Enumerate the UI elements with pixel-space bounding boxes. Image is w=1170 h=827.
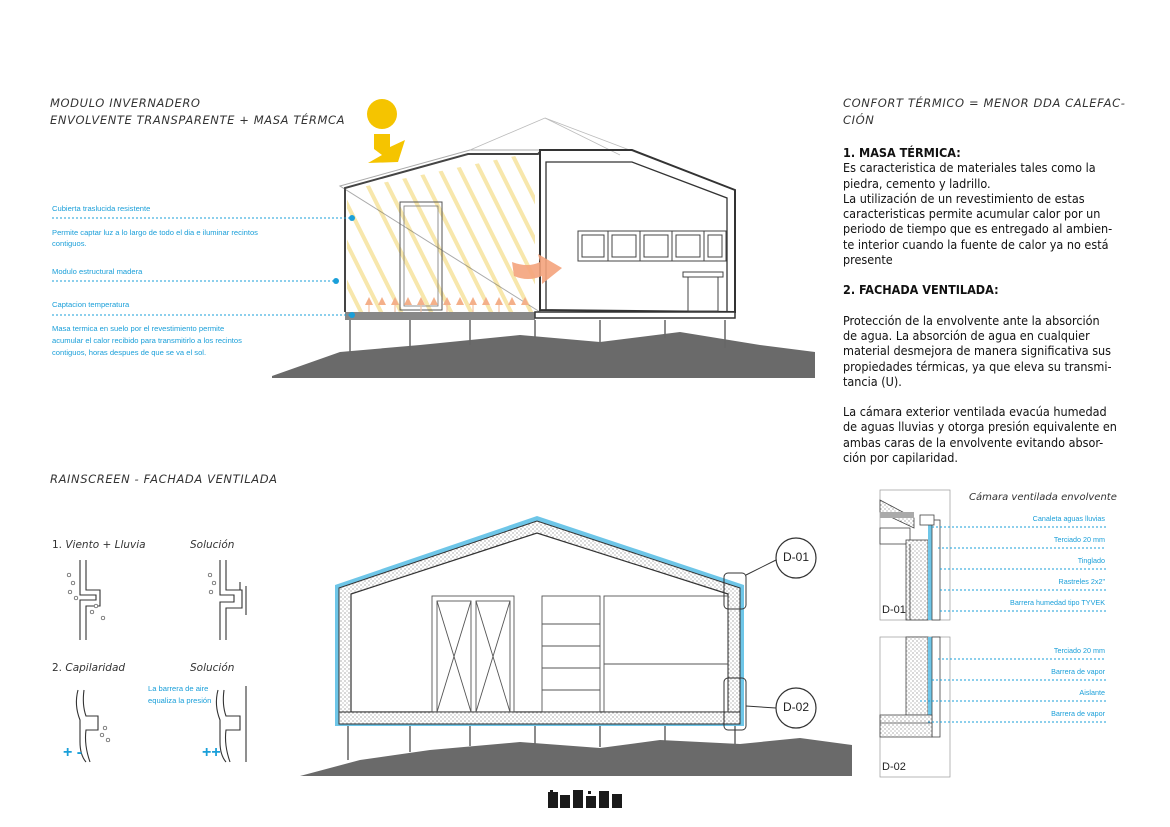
s2-line: tancia (U). xyxy=(843,373,902,389)
note-captacion: Captacion temperatura xyxy=(52,300,130,309)
s1-line: piedra, cemento y ladrillo. xyxy=(843,175,991,191)
s1-line: te interior cuando la fuente de calor ya no está xyxy=(843,236,1109,252)
title-line-2: ENVOLVENTE TRANSPARENTE + MASA TÉRMCA xyxy=(50,113,346,127)
s2-line: de agua. La absorción de agua en cualquier xyxy=(843,327,1090,343)
section-2-title: 2. FACHADA VENTILADA: xyxy=(843,282,999,298)
detail-d02-label: D-02 xyxy=(882,761,906,773)
ann-canaleta: Canaleta aguas lluvias xyxy=(1032,514,1105,523)
ann-terciado-2: Terciado 20 mm xyxy=(1053,646,1105,655)
s2-line: Protección de la envolvente ante la absorción xyxy=(843,312,1100,328)
note-modulo: Modulo estructural madera xyxy=(52,267,143,276)
s2-line: material desmejora de manera significativa sus xyxy=(843,343,1112,359)
greenhouse-title xyxy=(50,95,345,129)
note-cubierta: Cubierta traslucida resistente xyxy=(52,204,151,213)
rainscreen-section xyxy=(300,516,852,776)
heat-transfer-arrow xyxy=(512,254,562,284)
confort-title-line-2: CIÓN xyxy=(843,113,875,127)
note-masa-2: acumular el calor recibido para transmitirlo a los recintos xyxy=(52,336,242,345)
confort-title-line-1: CONFORT TÉRMICO = MENOR DDA CALEFAC- xyxy=(843,96,1126,110)
s1-line: presente xyxy=(843,252,893,268)
title-line-1: MODULO INVERNADERO xyxy=(50,96,201,110)
sun-arrow-icon xyxy=(368,134,405,163)
detail-d02 xyxy=(880,637,1106,777)
details-title: Cámara ventilada envolvente xyxy=(969,492,1117,503)
s1-line: periodo de tiempo que es entregado al ambien- xyxy=(843,221,1113,237)
note-masa-1: Masa termica en suelo por el revestimiento permite xyxy=(52,324,225,333)
s3-line: de aguas lluvias y otorga presión equivalente en xyxy=(843,419,1117,435)
s1-line: La utilización de un revestimiento de estas xyxy=(843,190,1085,206)
s3-line: ambas caras de la envolvente evitando absor- xyxy=(843,434,1104,450)
label-1-text: Viento + Lluvia xyxy=(65,539,146,551)
label-capilaridad xyxy=(52,662,125,674)
s3-line: La cámara exterior ventilada evacúa humedad xyxy=(843,404,1107,420)
s1-line: caracteristicas permite acumular calor por un xyxy=(843,206,1101,222)
note-masa-3: contiguos, horas despues de que se va el sol. xyxy=(52,348,207,357)
label-2-num: 2. xyxy=(52,662,63,674)
confort-title xyxy=(843,95,1126,129)
ann-tyvek: Barrera humedad tipo TYVEK xyxy=(1010,598,1105,607)
barrier-note-1: La barrera de aire xyxy=(148,684,209,693)
pressure-equal-label: ++ xyxy=(202,744,221,761)
rainscreen-title: RAINSCREEN - FACHADA VENTILADA xyxy=(50,472,278,486)
ann-aislante: Aislante xyxy=(1079,688,1105,697)
ann-terciado: Terciado 20 mm xyxy=(1053,535,1105,544)
ann-tinglado: Tinglado xyxy=(1077,556,1105,565)
callout-d02: D-02 xyxy=(782,700,809,714)
label-viento-lluvia xyxy=(52,539,146,551)
ann-rastreles: Rastreles 2x2" xyxy=(1058,577,1105,586)
label-2-text: Capilaridad xyxy=(65,662,126,674)
label-solucion-1: Solución xyxy=(190,539,235,551)
confort-body xyxy=(843,145,1133,465)
note-captar-luz-2: contiguos. xyxy=(52,239,87,248)
sun-icon xyxy=(367,99,397,129)
rainscreen-diagrams xyxy=(76,560,246,762)
label-1-num: 1. xyxy=(52,539,63,551)
label-solucion-2: Solución xyxy=(190,662,235,674)
s3-line: ción por capilaridad. xyxy=(843,450,958,466)
ground-top xyxy=(272,332,815,378)
pressure-diff-label: + - xyxy=(63,744,83,761)
barrier-note-2: equaliza la presión xyxy=(148,696,212,705)
ground-bottom xyxy=(300,738,852,776)
detail-d01-label: D-01 xyxy=(882,604,906,616)
logo-icon xyxy=(548,790,622,808)
s2-line: propiedades térmicas, ya que eleva su transmi- xyxy=(843,358,1112,374)
note-captar-luz: Permite captar luz a lo largo de todo el dia e iluminar recintos xyxy=(52,228,258,237)
ann-barrera-vapor-2: Barrera de vapor xyxy=(1051,709,1105,718)
ann-barrera-vapor-1: Barrera de vapor xyxy=(1051,667,1105,676)
callout-d01: D-01 xyxy=(782,550,809,564)
s1-line: Es caracteristica de materiales tales como la xyxy=(843,160,1096,176)
section-1-title: 1. MASA TÉRMICA: xyxy=(843,145,961,160)
